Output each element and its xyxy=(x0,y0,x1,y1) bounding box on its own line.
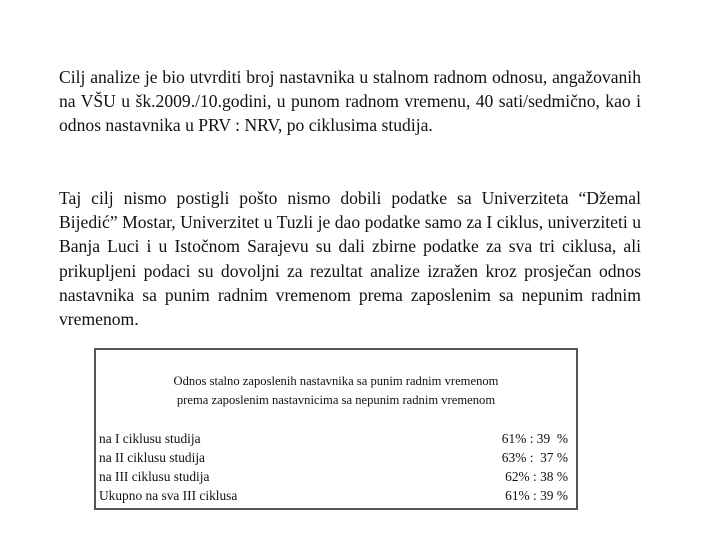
row-value: 61% : 39 % xyxy=(505,488,568,503)
row-value: 61% : 39 % xyxy=(501,431,568,446)
paragraph-goal: Cilj analize je bio utvrditi broj nastavnika u stalnom radnom odnosu, angažovanih na VŠU u šk.2009./10.godini, u punom radnom vremenu, 40 sati/sedmično, kao i odnos nastavnika u PRV : NRV, po ciklusima studija. xyxy=(59,67,641,136)
row-label: na I ciklusu studija xyxy=(99,431,201,446)
row-value: 63% : 37 % xyxy=(501,450,568,465)
table-row xyxy=(99,429,568,448)
row-value: 62% : 38 % xyxy=(505,469,568,484)
table-title-line-2: prema zaposlenim nastavnicima sa nepunim radnim vremenom xyxy=(176,393,496,407)
table-row xyxy=(99,467,568,486)
row-label: Ukupno na sva III ciklusa xyxy=(99,488,238,503)
table-row xyxy=(99,486,568,505)
row-label: na II ciklusu studija xyxy=(99,450,205,465)
table-rows xyxy=(99,429,568,505)
row-label: na III ciklusu studija xyxy=(99,469,210,484)
ratio-table xyxy=(94,348,578,510)
table-title-line-1: Odnos stalno zaposlenih nastavnika sa punim radnim vremenom xyxy=(173,374,499,388)
paragraph-result: Taj cilj nismo postigli pošto nismo dobili podatke sa Univerziteta “Džemal Bijedić” Mostar, Univerzitet u Tuzli je dao podatke samo za I ciklus, univerziteti u Banja Luci i u Istočnom Sarajevu su dali zbirne podatke za sva tri ciklusa, ali prikupljeni podaci su dovoljni za rezultat analize izražen kroz prosječan odnos nastavnika sa punim radnim vremenom prema zaposlenim sa nepunim radnim vremenom. xyxy=(59,188,641,330)
table-title xyxy=(96,372,576,410)
table-row xyxy=(99,448,568,467)
